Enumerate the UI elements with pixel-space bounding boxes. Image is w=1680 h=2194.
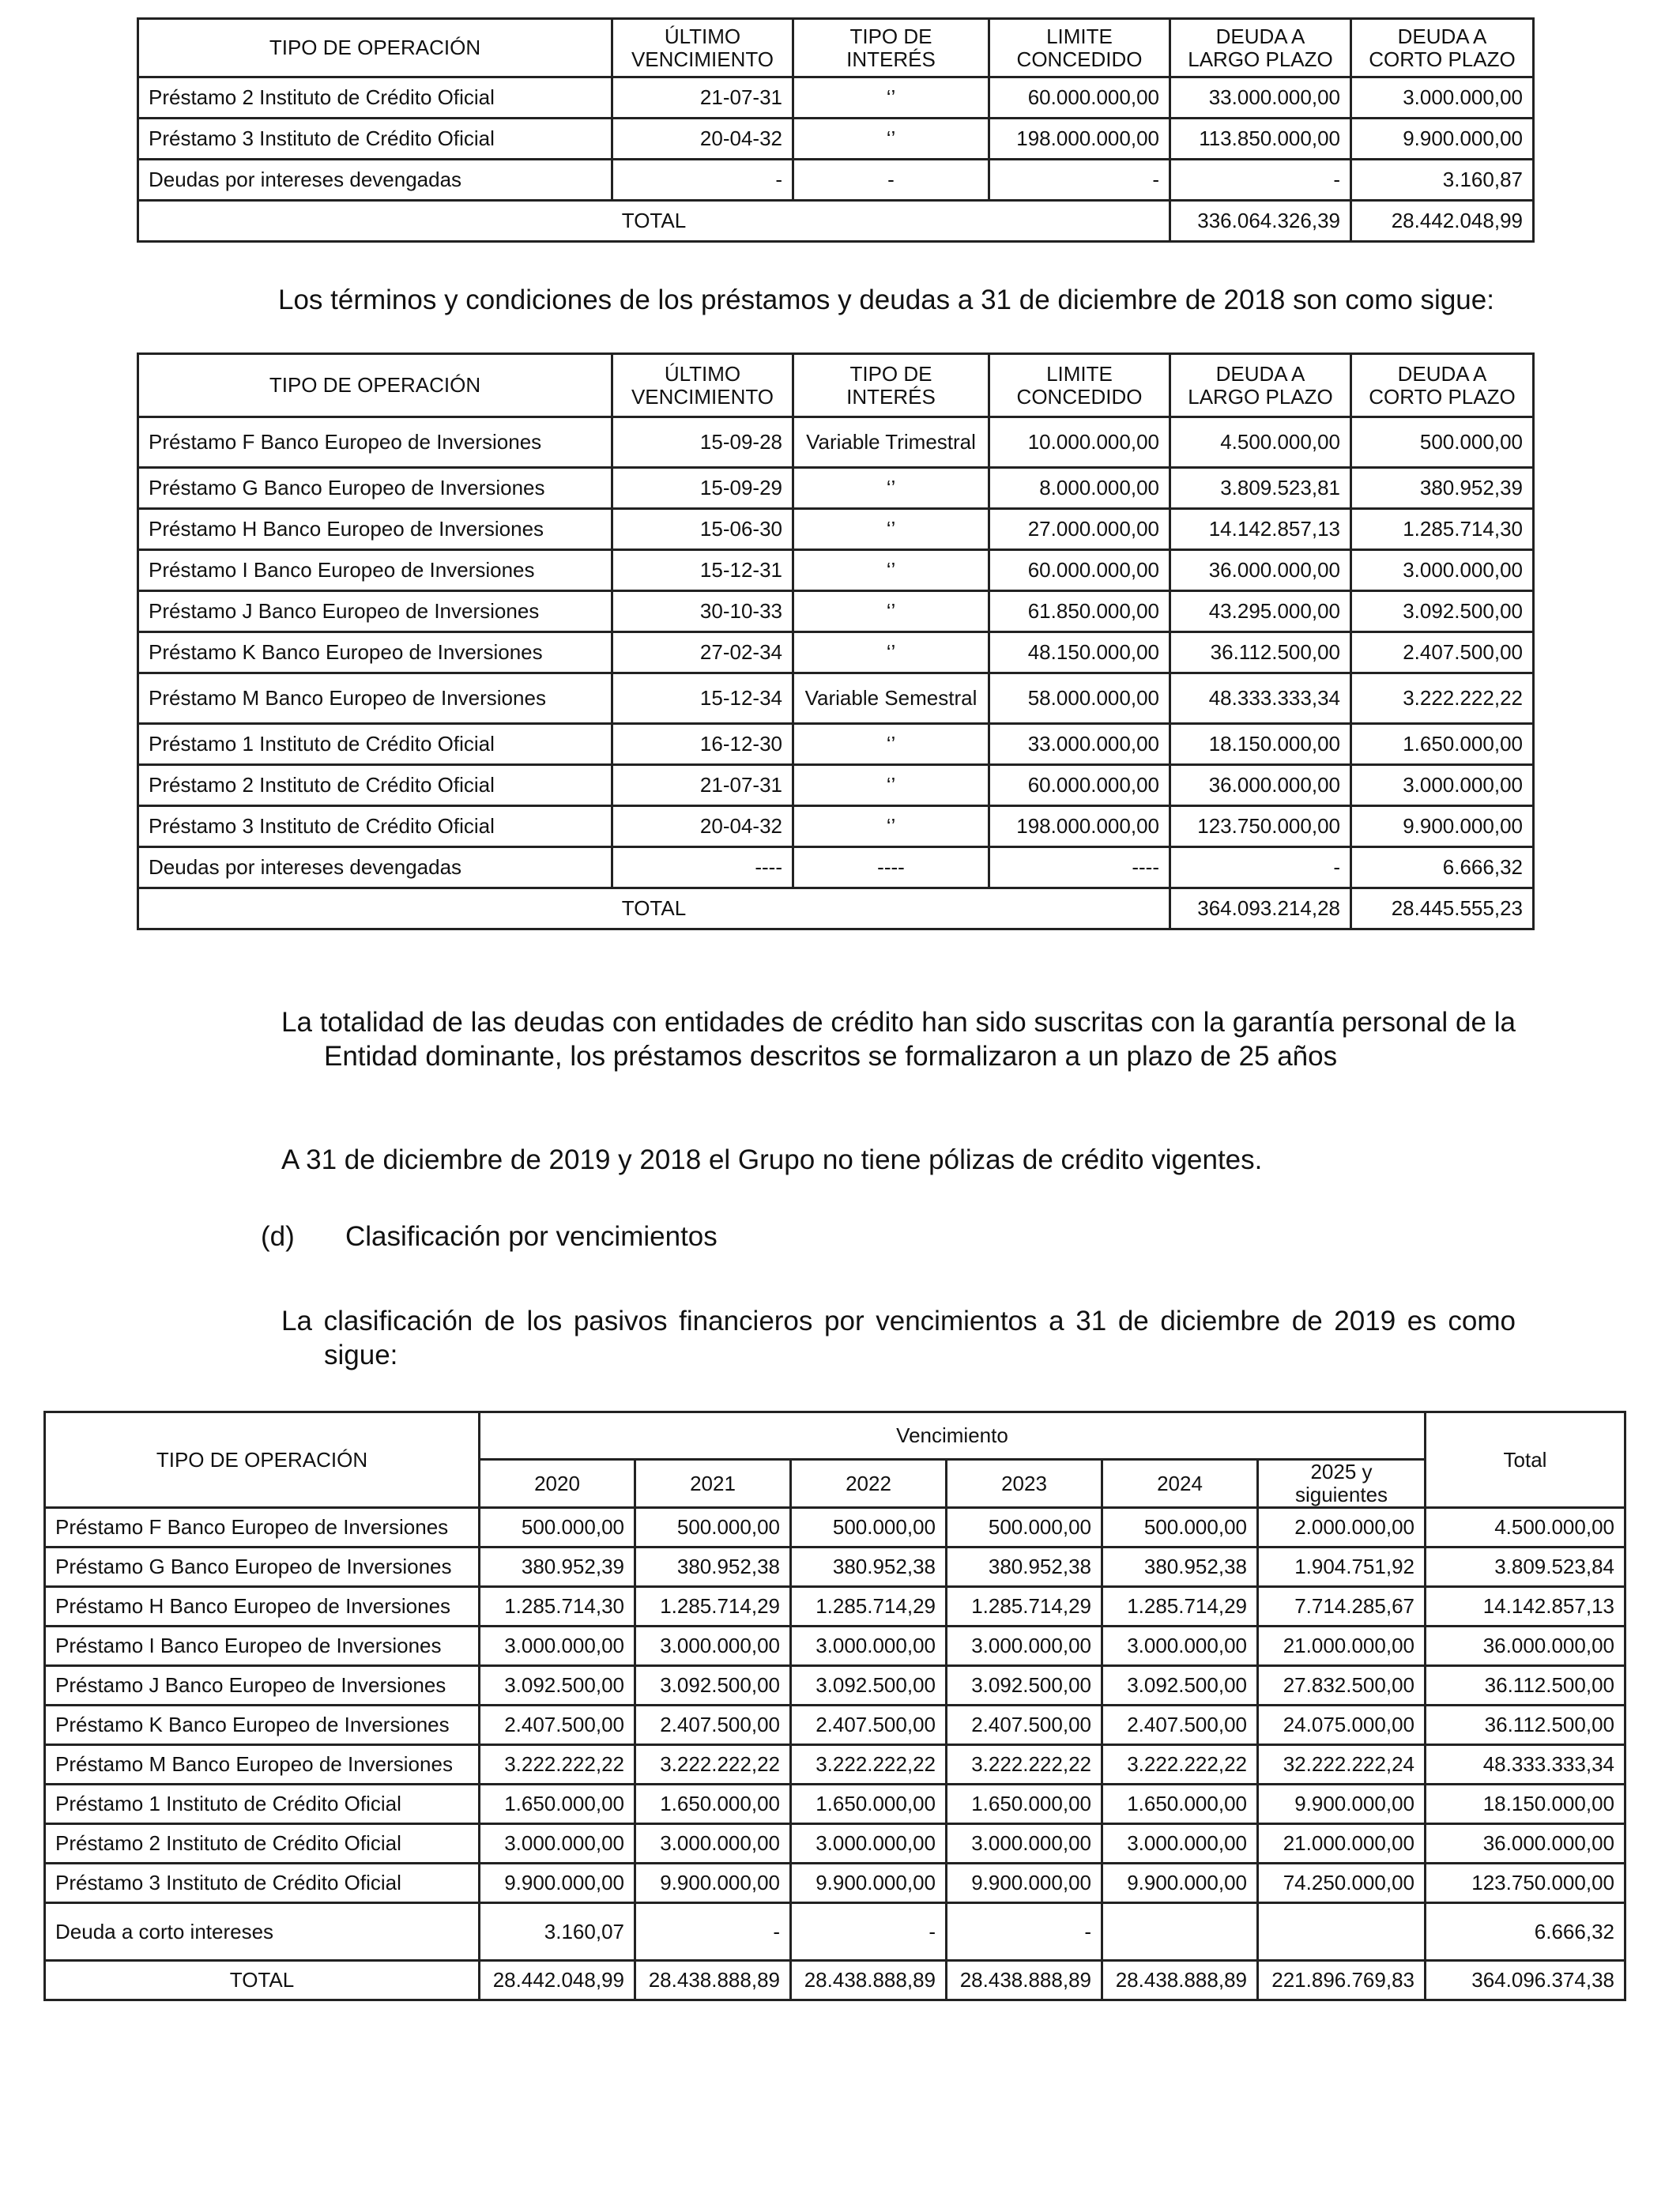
cell-deuda-largo-plazo: 48.333.333,34 xyxy=(1170,673,1351,724)
cell-amount: 2.407.500,00 xyxy=(791,1706,947,1745)
total-label: TOTAL xyxy=(138,201,1170,242)
cell-operation: Préstamo J Banco Europeo de Inversiones xyxy=(138,591,612,632)
column-header-year: 2023 xyxy=(947,1460,1102,1508)
cell-amount: 3.000.000,00 xyxy=(1102,1824,1258,1864)
cell-tipo-interes: ‘’ xyxy=(793,724,989,765)
total-label: TOTAL xyxy=(138,888,1170,929)
table-row xyxy=(45,1903,1625,1961)
cell-amount: 1.285.714,29 xyxy=(1102,1587,1258,1627)
cell-tipo-interes: ‘’ xyxy=(793,77,989,119)
cell-tipo-interes: - xyxy=(793,160,989,201)
paragraph-maturity-classification: La clasificación de los pasivos financieros por vencimientos a 31 de diciembre de 2019 es como sigue: xyxy=(281,1306,1516,1370)
column-header-deuda-corto-plazo: DEUDA A CORTO PLAZO xyxy=(1351,19,1534,77)
column-header-deuda-largo-plazo: DEUDA A LARGO PLAZO xyxy=(1170,19,1351,77)
cell-deuda-corto-plazo: 1.285.714,30 xyxy=(1351,509,1534,550)
cell-amount: 36.112.500,00 xyxy=(1426,1706,1625,1745)
table-row xyxy=(138,673,1534,724)
cell-amount: 36.112.500,00 xyxy=(1426,1666,1625,1706)
cell-amount: 500.000,00 xyxy=(635,1508,791,1547)
cell-operation: Préstamo 2 Instituto de Crédito Oficial xyxy=(45,1824,480,1864)
cell-amount: 9.900.000,00 xyxy=(947,1864,1102,1903)
cell-operation: Préstamo F Banco Europeo de Inversiones xyxy=(138,417,612,468)
section-heading xyxy=(261,1220,1209,1253)
column-header-year: 2022 xyxy=(791,1460,947,1508)
cell-tipo-interes: ‘’ xyxy=(793,119,989,160)
table-row xyxy=(138,509,1534,550)
cell-operation: Préstamo G Banco Europeo de Inversiones xyxy=(45,1547,480,1587)
cell-amount: 3.000.000,00 xyxy=(1102,1627,1258,1666)
total-deuda-corto-plazo: 28.445.555,23 xyxy=(1351,888,1534,929)
cell-amount: 1.285.714,29 xyxy=(947,1587,1102,1627)
cell-amount: 1.904.751,92 xyxy=(1258,1547,1426,1587)
table-row xyxy=(138,550,1534,591)
cell-amount: 3.092.500,00 xyxy=(947,1666,1102,1706)
column-header-operation: TIPO DE OPERACIÓN xyxy=(45,1412,480,1508)
cell-deuda-largo-plazo: 14.142.857,13 xyxy=(1170,509,1351,550)
cell-amount: 3.000.000,00 xyxy=(480,1824,635,1864)
cell-operation: Préstamo 2 Instituto de Crédito Oficial xyxy=(138,765,612,806)
table-row xyxy=(45,1706,1625,1745)
cell-ultimo-vencimiento: 20-04-32 xyxy=(612,119,793,160)
cell-tipo-interes: ‘’ xyxy=(793,509,989,550)
cell-amount: 2.407.500,00 xyxy=(635,1706,791,1745)
table-header-row xyxy=(138,354,1534,417)
total-amount: 28.438.888,89 xyxy=(791,1961,947,2000)
cell-deuda-largo-plazo: - xyxy=(1170,847,1351,888)
total-amount: 28.438.888,89 xyxy=(947,1961,1102,2000)
cell-deuda-corto-plazo: 1.650.000,00 xyxy=(1351,724,1534,765)
cell-amount: 1.285.714,29 xyxy=(635,1587,791,1627)
cell-amount: 9.900.000,00 xyxy=(480,1864,635,1903)
table-row xyxy=(45,1587,1625,1627)
cell-deuda-largo-plazo: 36.112.500,00 xyxy=(1170,632,1351,673)
cell-amount: 1.285.714,29 xyxy=(791,1587,947,1627)
cell-amount: 3.000.000,00 xyxy=(791,1824,947,1864)
cell-amount: 3.092.500,00 xyxy=(1102,1666,1258,1706)
cell-deuda-largo-plazo: 123.750.000,00 xyxy=(1170,806,1351,847)
cell-amount: 3.000.000,00 xyxy=(947,1627,1102,1666)
cell-amount: 3.222.222,22 xyxy=(791,1745,947,1785)
column-header-ultimo-vencimiento: ÚLTIMO VENCIMIENTO xyxy=(612,354,793,417)
table-row xyxy=(45,1666,1625,1706)
cell-amount: 380.952,38 xyxy=(1102,1547,1258,1587)
cell-operation: Préstamo J Banco Europeo de Inversiones xyxy=(45,1666,480,1706)
cell-limite-concedido: 61.850.000,00 xyxy=(989,591,1170,632)
cell-deuda-largo-plazo: 18.150.000,00 xyxy=(1170,724,1351,765)
cell-operation: Préstamo 3 Instituto de Crédito Oficial xyxy=(138,119,612,160)
cell-ultimo-vencimiento: 15-09-28 xyxy=(612,417,793,468)
cell-amount: 3.000.000,00 xyxy=(480,1627,635,1666)
paragraph-terms-2018: Los términos y condiciones de los préstamos y deudas a 31 de diciembre de 2018 son como sigue: xyxy=(278,285,1494,315)
table-row xyxy=(138,591,1534,632)
cell-limite-concedido: 58.000.000,00 xyxy=(989,673,1170,724)
cell-amount: 14.142.857,13 xyxy=(1426,1587,1625,1627)
cell-deuda-corto-plazo: 3.000.000,00 xyxy=(1351,765,1534,806)
total-row xyxy=(138,201,1534,242)
cell-ultimo-vencimiento: 15-09-29 xyxy=(612,468,793,509)
table-row xyxy=(138,160,1534,201)
table-row xyxy=(45,1864,1625,1903)
cell-operation: Préstamo H Banco Europeo de Inversiones xyxy=(45,1587,480,1627)
cell-amount: 9.900.000,00 xyxy=(635,1864,791,1903)
column-group-vencimiento: Vencimiento xyxy=(480,1412,1426,1460)
table-row xyxy=(138,119,1534,160)
cell-limite-concedido: 33.000.000,00 xyxy=(989,724,1170,765)
total-row xyxy=(45,1961,1625,2000)
cell-amount: 32.222.222,24 xyxy=(1258,1745,1426,1785)
cell-deuda-largo-plazo: 36.000.000,00 xyxy=(1170,765,1351,806)
table-row xyxy=(138,632,1534,673)
total-amount: 28.438.888,89 xyxy=(1102,1961,1258,2000)
column-header-limite-concedido: LIMITE CONCEDIDO xyxy=(989,354,1170,417)
column-header-year: 2025 y siguientes xyxy=(1258,1460,1426,1508)
table-row xyxy=(138,765,1534,806)
cell-deuda-largo-plazo: 43.295.000,00 xyxy=(1170,591,1351,632)
column-header-tipo-interes: TIPO DE INTERÉS xyxy=(793,354,989,417)
cell-operation: Préstamo 2 Instituto de Crédito Oficial xyxy=(138,77,612,119)
column-header-deuda-corto-plazo: DEUDA A CORTO PLAZO xyxy=(1351,354,1534,417)
table-row xyxy=(138,77,1534,119)
cell-deuda-corto-plazo: 500.000,00 xyxy=(1351,417,1534,468)
cell-amount: 380.952,38 xyxy=(635,1547,791,1587)
cell-ultimo-vencimiento: 16-12-30 xyxy=(612,724,793,765)
total-amount: 221.896.769,83 xyxy=(1258,1961,1426,2000)
cell-tipo-interes: ‘’ xyxy=(793,765,989,806)
total-row xyxy=(138,888,1534,929)
cell-ultimo-vencimiento: - xyxy=(612,160,793,201)
cell-deuda-largo-plazo: 4.500.000,00 xyxy=(1170,417,1351,468)
loans-table-2018 xyxy=(137,352,1535,930)
cell-amount: 21.000.000,00 xyxy=(1258,1824,1426,1864)
column-header-operation: TIPO DE OPERACIÓN xyxy=(138,19,612,77)
table-body xyxy=(138,417,1534,929)
cell-operation: Préstamo K Banco Europeo de Inversiones xyxy=(45,1706,480,1745)
column-header-tipo-interes: TIPO DE INTERÉS xyxy=(793,19,989,77)
cell-amount: 2.407.500,00 xyxy=(947,1706,1102,1745)
cell-deuda-corto-plazo: 3.000.000,00 xyxy=(1351,550,1534,591)
table-row xyxy=(45,1745,1625,1785)
cell-amount: 3.000.000,00 xyxy=(635,1627,791,1666)
cell-limite-concedido: ---- xyxy=(989,847,1170,888)
cell-amount: 3.092.500,00 xyxy=(480,1666,635,1706)
cell-tipo-interes: ‘’ xyxy=(793,468,989,509)
cell-amount: 3.000.000,00 xyxy=(635,1824,791,1864)
cell-deuda-corto-plazo: 6.666,32 xyxy=(1351,847,1534,888)
cell-amount: 9.900.000,00 xyxy=(1102,1864,1258,1903)
cell-amount: 500.000,00 xyxy=(1102,1508,1258,1547)
cell-amount: 3.222.222,22 xyxy=(947,1745,1102,1785)
column-header-year: 2024 xyxy=(1102,1460,1258,1508)
cell-ultimo-vencimiento: 15-12-31 xyxy=(612,550,793,591)
cell-limite-concedido: - xyxy=(989,160,1170,201)
cell-amount: 123.750.000,00 xyxy=(1426,1864,1625,1903)
cell-amount: 500.000,00 xyxy=(791,1508,947,1547)
cell-operation: Préstamo 1 Instituto de Crédito Oficial xyxy=(138,724,612,765)
cell-deuda-largo-plazo: 36.000.000,00 xyxy=(1170,550,1351,591)
cell-amount: 36.000.000,00 xyxy=(1426,1627,1625,1666)
table-row xyxy=(138,806,1534,847)
cell-amount: - xyxy=(635,1903,791,1961)
cell-amount: 2.000.000,00 xyxy=(1258,1508,1426,1547)
cell-deuda-corto-plazo: 2.407.500,00 xyxy=(1351,632,1534,673)
total-deuda-largo-plazo: 336.064.326,39 xyxy=(1170,201,1351,242)
cell-limite-concedido: 60.000.000,00 xyxy=(989,765,1170,806)
cell-tipo-interes: ---- xyxy=(793,847,989,888)
cell-amount: 1.650.000,00 xyxy=(947,1785,1102,1824)
cell-amount: 3.222.222,22 xyxy=(635,1745,791,1785)
cell-ultimo-vencimiento: 15-06-30 xyxy=(612,509,793,550)
cell-ultimo-vencimiento: 15-12-34 xyxy=(612,673,793,724)
cell-tipo-interes: ‘’ xyxy=(793,632,989,673)
column-header-ultimo-vencimiento: ÚLTIMO VENCIMIENTO xyxy=(612,19,793,77)
cell-limite-concedido: 198.000.000,00 xyxy=(989,806,1170,847)
table-body xyxy=(45,1508,1625,2000)
table-row xyxy=(45,1508,1625,1547)
cell-amount: 24.075.000,00 xyxy=(1258,1706,1426,1745)
total-amount: 28.438.888,89 xyxy=(635,1961,791,2000)
cell-operation: Deudas por intereses devengadas xyxy=(138,847,612,888)
cell-limite-concedido: 48.150.000,00 xyxy=(989,632,1170,673)
cell-amount: 7.714.285,67 xyxy=(1258,1587,1426,1627)
paragraph-credit-policies: A 31 de diciembre de 2019 y 2018 el Grupo no tiene pólizas de crédito vigentes. xyxy=(281,1144,1263,1175)
cell-amount: 74.250.000,00 xyxy=(1258,1864,1426,1903)
cell-deuda-corto-plazo: 3.160,87 xyxy=(1351,160,1534,201)
cell-amount: 1.650.000,00 xyxy=(635,1785,791,1824)
cell-ultimo-vencimiento: ---- xyxy=(612,847,793,888)
cell-tipo-interes: ‘’ xyxy=(793,806,989,847)
cell-amount: 1.650.000,00 xyxy=(1102,1785,1258,1824)
cell-operation: Deuda a corto intereses xyxy=(45,1903,480,1961)
cell-tipo-interes: Variable Semestral xyxy=(793,673,989,724)
cell-ultimo-vencimiento: 30-10-33 xyxy=(612,591,793,632)
cell-amount: 9.900.000,00 xyxy=(791,1864,947,1903)
cell-amount: 2.407.500,00 xyxy=(480,1706,635,1745)
total-amount: 28.442.048,99 xyxy=(480,1961,635,2000)
section-title: Clasificación por vencimientos xyxy=(345,1221,718,1252)
table-row xyxy=(138,724,1534,765)
cell-amount: 3.000.000,00 xyxy=(947,1824,1102,1864)
cell-amount: 3.000.000,00 xyxy=(791,1627,947,1666)
cell-operation: Préstamo I Banco Europeo de Inversiones xyxy=(45,1627,480,1666)
column-header-year: 2020 xyxy=(480,1460,635,1508)
cell-deuda-corto-plazo: 9.900.000,00 xyxy=(1351,806,1534,847)
cell-amount: 4.500.000,00 xyxy=(1426,1508,1625,1547)
section-marker: (d) xyxy=(261,1221,295,1252)
cell-ultimo-vencimiento: 27-02-34 xyxy=(612,632,793,673)
cell-limite-concedido: 8.000.000,00 xyxy=(989,468,1170,509)
cell-amount: 500.000,00 xyxy=(480,1508,635,1547)
cell-amount: - xyxy=(791,1903,947,1961)
cell-operation: Préstamo 1 Instituto de Crédito Oficial xyxy=(45,1785,480,1824)
cell-amount: 6.666,32 xyxy=(1426,1903,1625,1961)
cell-deuda-largo-plazo: 3.809.523,81 xyxy=(1170,468,1351,509)
cell-amount: 21.000.000,00 xyxy=(1258,1627,1426,1666)
table-header-row xyxy=(138,19,1534,77)
cell-operation: Préstamo G Banco Europeo de Inversiones xyxy=(138,468,612,509)
cell-deuda-largo-plazo: - xyxy=(1170,160,1351,201)
cell-amount: 380.952,38 xyxy=(947,1547,1102,1587)
cell-amount: 3.222.222,22 xyxy=(1102,1745,1258,1785)
cell-ultimo-vencimiento: 21-07-31 xyxy=(612,765,793,806)
cell-amount: 9.900.000,00 xyxy=(1258,1785,1426,1824)
cell-operation: Préstamo M Banco Europeo de Inversiones xyxy=(45,1745,480,1785)
cell-deuda-largo-plazo: 113.850.000,00 xyxy=(1170,119,1351,160)
total-amount: 364.096.374,38 xyxy=(1426,1961,1625,2000)
cell-amount xyxy=(1102,1903,1258,1961)
cell-limite-concedido: 10.000.000,00 xyxy=(989,417,1170,468)
cell-tipo-interes: Variable Trimestral xyxy=(793,417,989,468)
cell-amount: 1.285.714,30 xyxy=(480,1587,635,1627)
table-body xyxy=(138,77,1534,242)
maturity-table-2019 xyxy=(43,1411,1626,2001)
cell-operation: Préstamo F Banco Europeo de Inversiones xyxy=(45,1508,480,1547)
cell-operation: Préstamo K Banco Europeo de Inversiones xyxy=(138,632,612,673)
cell-amount: 3.222.222,22 xyxy=(480,1745,635,1785)
cell-amount: 380.952,38 xyxy=(791,1547,947,1587)
column-header-operation: TIPO DE OPERACIÓN xyxy=(138,354,612,417)
column-header-total: Total xyxy=(1426,1412,1625,1508)
cell-operation: Préstamo M Banco Europeo de Inversiones xyxy=(138,673,612,724)
total-deuda-corto-plazo: 28.442.048,99 xyxy=(1351,201,1534,242)
paragraph-guarantee: La totalidad de las deudas con entidades de crédito han sido suscritas con la garantía personal de la Entidad dominante, los préstamos descritos se formalizaron a un plazo de 25 años xyxy=(281,1007,1516,1072)
table-row xyxy=(138,417,1534,468)
table-row xyxy=(45,1785,1625,1824)
cell-deuda-corto-plazo: 3.092.500,00 xyxy=(1351,591,1534,632)
cell-deuda-largo-plazo: 33.000.000,00 xyxy=(1170,77,1351,119)
cell-amount: 27.832.500,00 xyxy=(1258,1666,1426,1706)
cell-amount: 3.160,07 xyxy=(480,1903,635,1961)
cell-limite-concedido: 198.000.000,00 xyxy=(989,119,1170,160)
cell-limite-concedido: 60.000.000,00 xyxy=(989,550,1170,591)
cell-amount: 1.650.000,00 xyxy=(480,1785,635,1824)
cell-operation: Préstamo I Banco Europeo de Inversiones xyxy=(138,550,612,591)
table-header-row xyxy=(45,1412,1625,1460)
total-deuda-largo-plazo: 364.093.214,28 xyxy=(1170,888,1351,929)
cell-ultimo-vencimiento: 21-07-31 xyxy=(612,77,793,119)
table-row xyxy=(138,847,1534,888)
cell-amount: - xyxy=(947,1903,1102,1961)
cell-amount: 1.650.000,00 xyxy=(791,1785,947,1824)
cell-operation: Préstamo 3 Instituto de Crédito Oficial xyxy=(45,1864,480,1903)
cell-amount: 18.150.000,00 xyxy=(1426,1785,1625,1824)
table-row xyxy=(138,468,1534,509)
cell-amount: 2.407.500,00 xyxy=(1102,1706,1258,1745)
cell-amount: 3.809.523,84 xyxy=(1426,1547,1625,1587)
cell-deuda-corto-plazo: 9.900.000,00 xyxy=(1351,119,1534,160)
table-row xyxy=(45,1824,1625,1864)
column-header-year: 2021 xyxy=(635,1460,791,1508)
cell-amount: 500.000,00 xyxy=(947,1508,1102,1547)
column-header-limite-concedido: LIMITE CONCEDIDO xyxy=(989,19,1170,77)
cell-amount: 380.952,39 xyxy=(480,1547,635,1587)
cell-operation: Préstamo H Banco Europeo de Inversiones xyxy=(138,509,612,550)
cell-amount xyxy=(1258,1903,1426,1961)
cell-deuda-corto-plazo: 3.222.222,22 xyxy=(1351,673,1534,724)
column-header-deuda-largo-plazo: DEUDA A LARGO PLAZO xyxy=(1170,354,1351,417)
cell-tipo-interes: ‘’ xyxy=(793,550,989,591)
cell-amount: 3.092.500,00 xyxy=(791,1666,947,1706)
cell-operation: Deudas por intereses devengadas xyxy=(138,160,612,201)
total-label: TOTAL xyxy=(45,1961,480,2000)
cell-ultimo-vencimiento: 20-04-32 xyxy=(612,806,793,847)
cell-amount: 36.000.000,00 xyxy=(1426,1824,1625,1864)
loans-table-2019-continued xyxy=(137,17,1535,243)
cell-amount: 3.092.500,00 xyxy=(635,1666,791,1706)
cell-deuda-corto-plazo: 3.000.000,00 xyxy=(1351,77,1534,119)
table-row xyxy=(45,1547,1625,1587)
cell-operation: Préstamo 3 Instituto de Crédito Oficial xyxy=(138,806,612,847)
cell-tipo-interes: ‘’ xyxy=(793,591,989,632)
table-row xyxy=(45,1627,1625,1666)
cell-amount: 48.333.333,34 xyxy=(1426,1745,1625,1785)
cell-limite-concedido: 60.000.000,00 xyxy=(989,77,1170,119)
cell-limite-concedido: 27.000.000,00 xyxy=(989,509,1170,550)
cell-deuda-corto-plazo: 380.952,39 xyxy=(1351,468,1534,509)
